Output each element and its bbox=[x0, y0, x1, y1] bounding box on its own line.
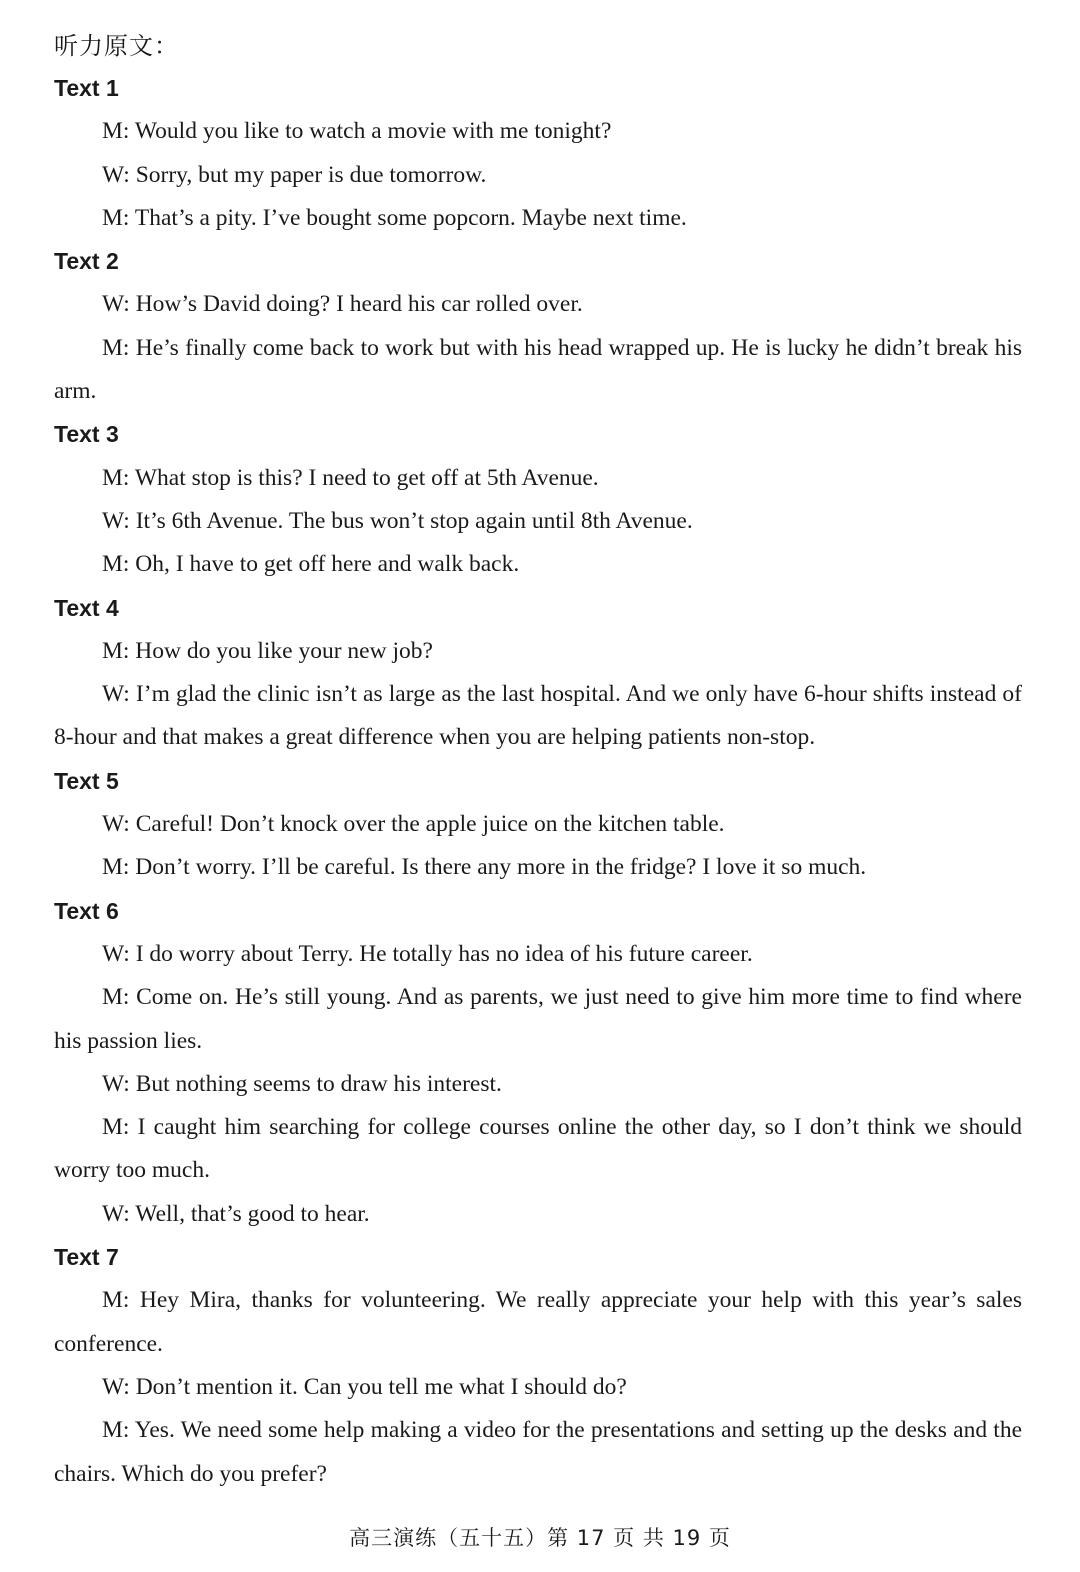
section-title: Text 4 bbox=[54, 594, 119, 621]
dialogue-line: M: Don’t worry. I’ll be careful. Is there any more in the fridge? I love it so much. bbox=[102, 854, 867, 881]
section-title: Text 7 bbox=[54, 1244, 119, 1271]
section-title: Text 2 bbox=[54, 248, 119, 275]
dialogue-line: M: How do you like your new job? bbox=[102, 637, 433, 664]
text-section bbox=[54, 587, 1022, 760]
section-title: Text 6 bbox=[54, 897, 119, 924]
page-heading: 听力原文： bbox=[54, 32, 179, 60]
dialogue-line: M: I caught him searching for college courses online the other day, so I don’t think we should worry too much. bbox=[54, 1114, 1022, 1184]
dialogue-line: W: It’s 6th Avenue. The bus won’t stop again until 8th Avenue. bbox=[102, 507, 693, 534]
page-footer: 高三演练（五十五）第 17 页 共 19 页 bbox=[349, 1526, 731, 1550]
transcript-body bbox=[54, 67, 1022, 1496]
dialogue-line: M: Yes. We need some help making a video for the presentations and setting up the desks and the chairs. Which do you prefer? bbox=[54, 1417, 1022, 1487]
dialogue-line: M: That’s a pity. I’ve bought some popcorn. Maybe next time. bbox=[102, 204, 687, 231]
text-section bbox=[54, 890, 1022, 1236]
dialogue-line: M: What stop is this? I need to get off at 5th Avenue. bbox=[102, 464, 599, 491]
text-section bbox=[54, 67, 1022, 240]
section-title: Text 3 bbox=[54, 421, 119, 448]
section-title: Text 1 bbox=[54, 75, 119, 101]
dialogue-line: M: He’s finally come back to work but with his head wrapped up. He is lucky he didn’t break his arm. bbox=[54, 334, 1022, 405]
dialogue-line: W: How’s David doing? I heard his car rolled over. bbox=[102, 291, 583, 318]
dialogue-line: M: Hey Mira, thanks for volunteering. We really appreciate your help with this year’s sales conference. bbox=[54, 1287, 1022, 1357]
text-section bbox=[54, 413, 1022, 586]
dialogue-line: M: Would you like to watch a movie with me tonight? bbox=[102, 118, 612, 145]
dialogue-line: W: Don’t mention it. Can you tell me what I should do? bbox=[102, 1373, 627, 1400]
text-section bbox=[54, 240, 1022, 413]
dialogue-line: M: Oh, I have to get off here and walk back. bbox=[102, 551, 520, 578]
text-section bbox=[54, 1236, 1022, 1496]
dialogue-line: W: Well, that’s good to hear. bbox=[102, 1200, 370, 1227]
text-section bbox=[54, 760, 1022, 890]
dialogue-line: W: Careful! Don’t knock over the apple juice on the kitchen table. bbox=[102, 811, 725, 838]
dialogue-line: W: But nothing seems to draw his interest. bbox=[102, 1070, 502, 1097]
dialogue-line: W: Sorry, but my paper is due tomorrow. bbox=[102, 161, 487, 188]
section-title: Text 5 bbox=[54, 767, 119, 794]
dialogue-line: W: I’m glad the clinic isn’t as large as the last hospital. And we only have 6-hour shifts instead of 8-hour and that makes a great difference when you are helping patients non-stop. bbox=[54, 681, 1022, 751]
dialogue-line: W: I do worry about Terry. He totally has no idea of his future career. bbox=[102, 940, 753, 967]
dialogue-line: M: Come on. He’s still young. And as parents, we just need to give him more time to find where his passion lies. bbox=[54, 984, 1022, 1054]
